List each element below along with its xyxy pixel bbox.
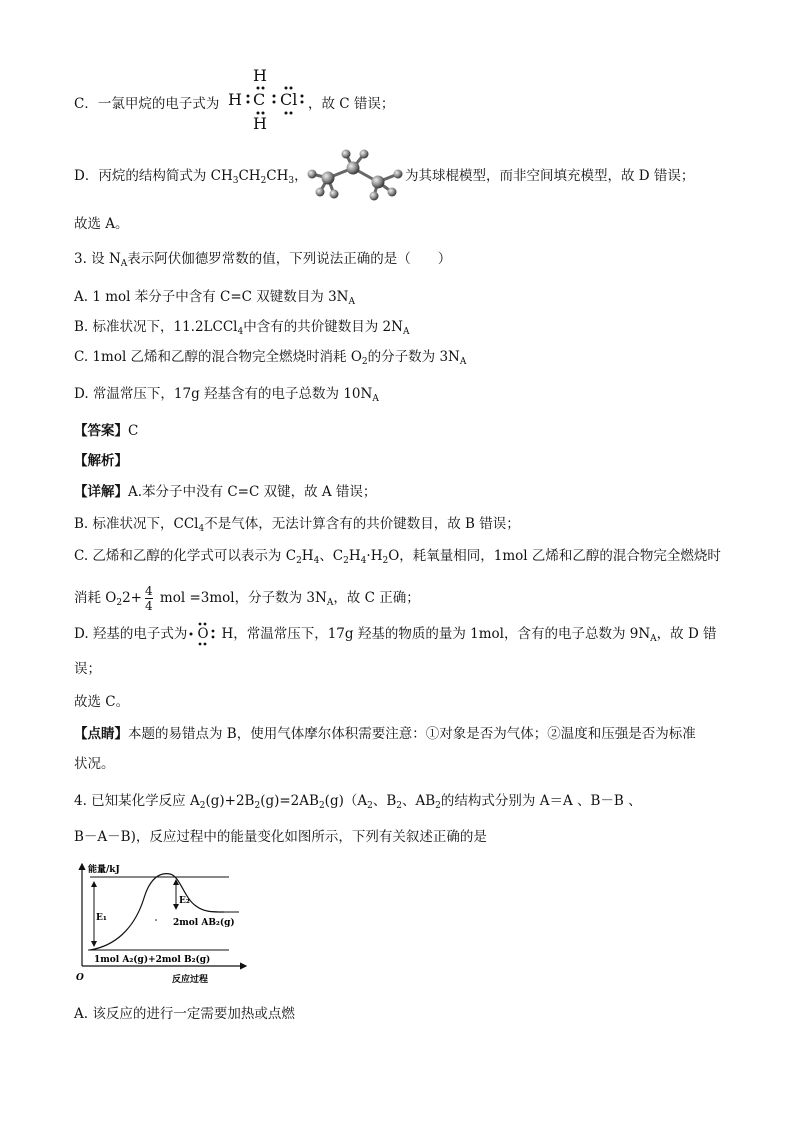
q3-stem: 3. 设 $N_A$表示阿伏伽德罗常数的值，下列说法正确的是（ ） [74,251,452,269]
q3-option-d: D. 常温常压下，17g 羟基含有的电子总数为 $10N_A$ [74,386,379,404]
q3-option-b: B. 标准状况下，11.2LCCl$_4$中含有的共价键数目为 $2N_A$ [74,319,410,337]
lewis-h-top: H [253,66,267,85]
option-d-line: D．丙烷的结构简式为 $CH_3CH_2CH_3$， [74,168,308,186]
choose-a: 故选 A。 [74,216,129,232]
q4-line2: B－A－B)，反应过程中的能量变化如图所示，下列有关叙述正确的是 [74,829,487,845]
answer-line: 【答案】C [74,423,139,439]
fraction: $\frac{4}{4}$ [145,584,153,613]
detail-d-line2: 误； [74,661,101,677]
tip-line2: 状况。 [74,756,115,772]
chart-y-axis-label: 能量/kJ [88,865,120,875]
detail-b: B. 标准状况下，CCl$_4$不是气体，无法计算含有的共价键数目，故 B 错误； [74,516,520,534]
chart-origin-label: O [76,973,84,983]
lewis-h-bottom: H [253,114,267,133]
lewis-h-left: H [228,90,242,109]
detail-c-line1: C. 乙烯和乙醇的化学式可以表示为 $C_2H_4$、$C_2H_4\cdot H_2O$，耗氧量相同，1mol 乙烯和乙醇的混合物完全燃烧时 [74,548,721,566]
lewis-c: C [253,90,266,109]
chart-x-axis-label: 反应过程 [172,975,209,985]
chart-e2-label: E₂ [179,896,190,906]
hydroxyl-lewis: O [187,625,221,643]
q3-option-a: A. 1 mol 苯分子中含有 C=C 双键数目为 $3N_A$ [74,289,355,307]
q4-option-a: A. 该反应的进行一定需要加热或点燃 [74,1006,295,1022]
option-d-suffix: 为其球棍模型，而非空间填充模型，故 D 错误； [405,168,695,184]
detail-a: 【详解】A.苯分子中没有 C=C 双键，故 A 错误； [74,484,377,500]
analysis-label: 【解析】 [74,453,128,469]
lewis-electron-dots [226,66,306,134]
chart-reactant-label: 1mol A₂(g)+2mol B₂(g) [94,955,211,965]
option-c-line: C．一氯甲烷的电子式为 [74,96,220,112]
detail-c-line2: 消耗 $O_22+$ $\frac{4}{4}$ mol =3mol，分子数为 $3N_A$，故 C 正确； [74,584,420,613]
detail-d-line1: D. 羟基的电子式为 O H，常温常压下，17g 羟基的物质的量为 1mol，含有的电子总数为 $9N_A$，故 D 错 [74,625,717,648]
chart-product-label: 2mol AB₂(g) [173,918,235,928]
lewis-cl: Cl [280,90,298,109]
chart-e1-label: E₁ [96,913,107,923]
ch3cl-lewis-structure [226,66,306,134]
q3-option-c: C. 1mol 乙烯和乙醇的混合物完全燃烧时消耗 $O_2$的分子数为 $3N_A$ [74,349,467,367]
q4-line1: 4. 已知某化学反应 $A_2(g)+2B_2(g)=2AB_2(g)(A_2$、$B_2$、$AB_2$的结构式分别为 A＝A 、B－B 、 [74,793,642,811]
tip-line1: 【点睛】本题的易错点为 B，使用气体摩尔体积需要注意：①对象是否为气体；②温度和压强是否为标准 [74,726,696,742]
choose-c: 故选 C。 [74,694,130,710]
energy-diagram [74,858,249,988]
propane-ball-stick-model [298,148,408,208]
option-c-suffix: ，故 C 错误； [308,96,395,112]
